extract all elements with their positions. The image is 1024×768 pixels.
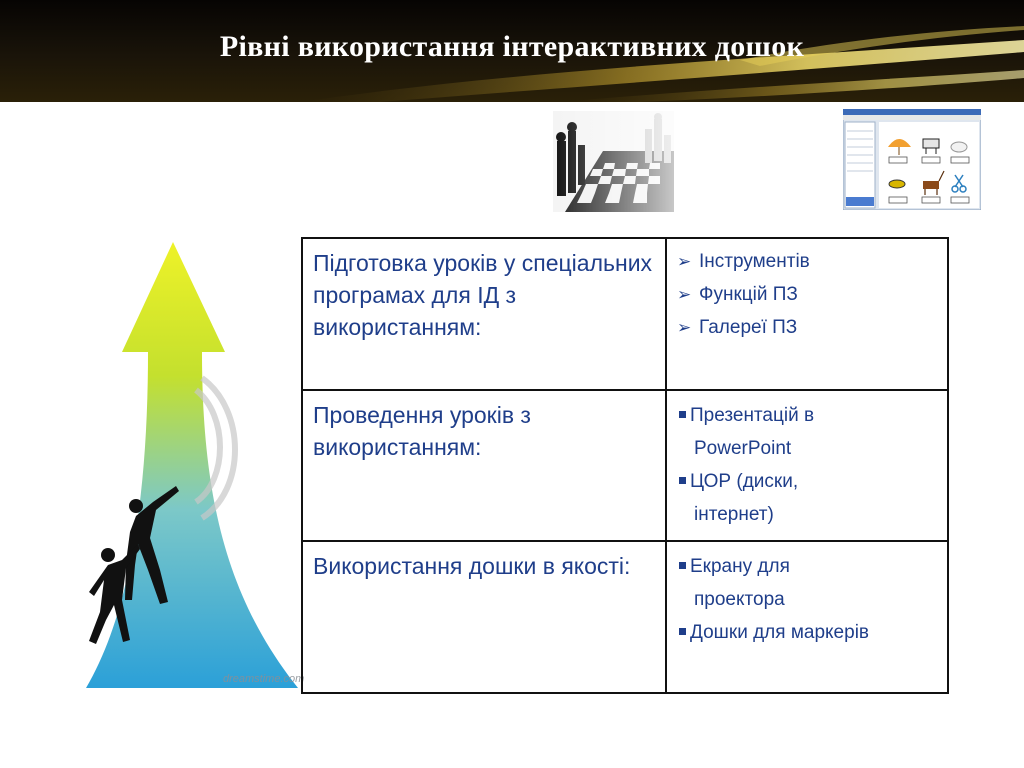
arrow-bullet-icon: ➢ [677, 252, 692, 271]
arrow-bullet-icon: ➢ [677, 318, 692, 337]
level-description: Підготовка уроків у спеціальних програмах для ІД з використанням: [313, 250, 653, 340]
table-row [302, 238, 948, 390]
square-bullet-icon [679, 411, 686, 418]
usage-levels-table [301, 237, 949, 694]
level-description-cell [302, 541, 666, 693]
chess-board-image [553, 111, 674, 212]
list-item: ЦОР (диски, інтернет) [677, 465, 941, 531]
level-description: Використання дошки в якості: [313, 553, 631, 580]
level-items-cell [666, 238, 948, 390]
level-description: Проведення уроків з використанням: [313, 401, 531, 460]
list-item: Екрану для проектора [677, 550, 941, 616]
table-row [302, 390, 948, 542]
square-bullet-icon [679, 477, 686, 484]
list-item: ➢ Галереї ПЗ [677, 311, 941, 344]
level-description-cell [302, 390, 666, 542]
list-item: Презентацій в PowerPoint [677, 399, 941, 465]
level-description-cell [302, 238, 666, 390]
square-bullet-icon [679, 562, 686, 569]
list-item: ➢ Інструментів [677, 245, 941, 278]
arrow-bullet-icon: ➢ [677, 285, 692, 304]
software-screenshot-image [843, 109, 981, 210]
title-banner [0, 0, 1024, 102]
square-bullet-icon [679, 628, 686, 635]
table-row [302, 541, 948, 693]
level-items-cell [666, 541, 948, 693]
page-title: Рівні використання інтерактивних дошок [219, 30, 805, 63]
list-item: ➢ Функцій ПЗ [677, 278, 941, 311]
rising-arrow-illustration [78, 240, 308, 695]
dreamstime-watermark: dreamstime.com [223, 673, 305, 685]
list-item: Дошки для маркерів [677, 616, 941, 649]
level-items-cell [666, 390, 948, 542]
